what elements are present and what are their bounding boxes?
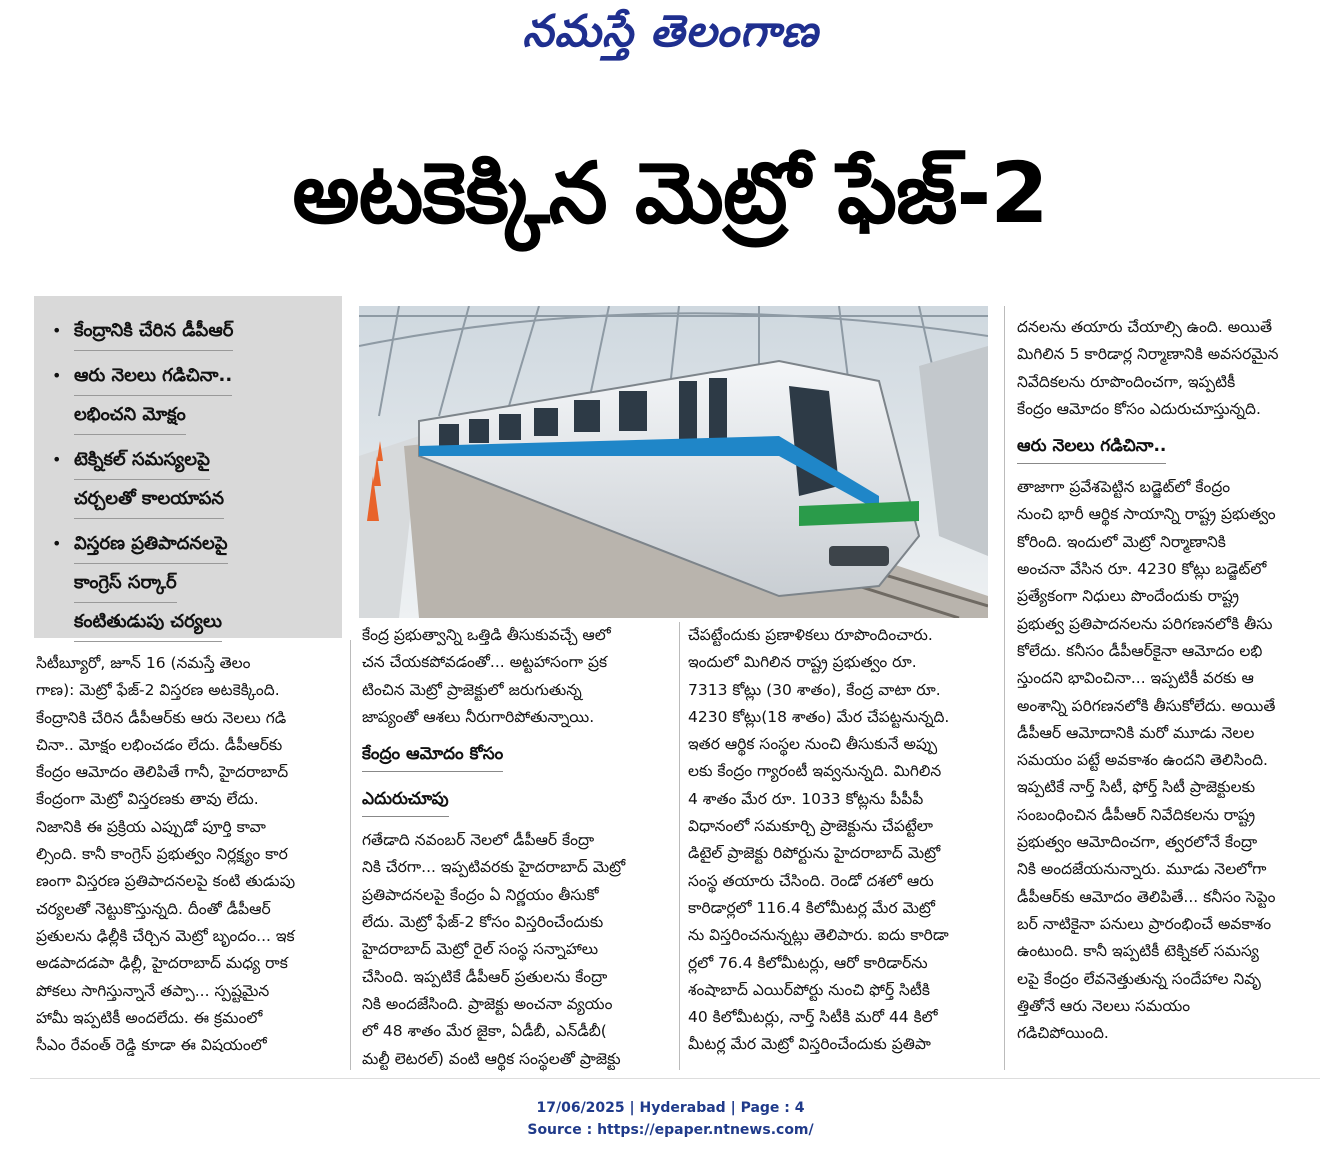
bullet-icon: •: [52, 534, 62, 553]
article-text-line: నికి చేరగా... ఇప్పటివరకు హైదరాబాద్ మెట్రో: [362, 858, 626, 877]
masthead-logo: నమస్తే తెలంగాణ: [522, 6, 819, 57]
footer: [0, 1097, 1341, 1141]
article-text-line: ప్రతిపాదనలపై కేంద్రం ఏ నిర్ణయం తీసుకో: [362, 885, 599, 904]
article-text-line: నివేదికలను రూపొందించగా, ఇప్పటికీ: [1017, 372, 1236, 391]
highlight-item: [52, 357, 328, 435]
article-text-line: ల్సింది. కానీ కాంగ్రెస్ ప్రభుత్వం నిర్లక్ష్యం కార: [36, 845, 288, 864]
article-text-line: లకు కేంద్రం గ్యారంటీ ఇవ్వనున్నది. మిగిలిన: [688, 762, 942, 781]
article-text-line: కోరింది. ఇందులో మెట్రో నిర్మాణానికి: [1017, 532, 1226, 551]
article-column-4: [1017, 314, 1317, 1047]
article-text-line: అడపాదడపా ఢిల్లీ, హైదరాబాద్ మధ్య రాక: [36, 954, 288, 973]
article-text-line: కేంద్ర ప్రభుత్వాన్ని ఒత్తిడి తీసుకువచ్చే ఆలో: [362, 626, 611, 644]
article-text-line: కేంద్రంగా మెట్రో విస్తరణకు తావు లేదు.: [36, 790, 259, 809]
article-text-line: 4230 కోట్లు(18 శాతం) మేర చేపట్టనున్నది.: [688, 707, 950, 726]
article-text-line: ణంగా విస్తరణ ప్రతిపాదనలపై కంటి తుడుపు: [36, 872, 296, 891]
article-text-line: కోలేదు. కనీసం డీపీఆర్‌కైనా ఆమోదం లభి: [1017, 641, 1263, 660]
highlight-text: విస్తరణ ప్రతిపాదనలపై: [74, 525, 228, 564]
article-text-line: దనలను తయారు చేయాల్సి ఉంది. అయితే: [1017, 318, 1273, 336]
article-text-line: సంస్థ తయారు చేసింది. రెండో దశలో ఆరు: [688, 871, 934, 890]
article-text-line: ప్రభుత్వ ప్రతిపాదనలను పరిగణనలోకి తీసు: [1017, 614, 1273, 633]
article-text-line: డీపీఆర్ ఆమోదానికి మరో మూడు నెలల: [1017, 723, 1255, 742]
highlight-text: చర్చలతో కాలయాపన: [74, 480, 224, 519]
article-text-line: ను విస్తరించనున్నట్లు తెలిపారు. ఐదు కారిడా: [688, 926, 949, 945]
article-text-line: మల్టీ లెటరల్) వంటి ఆర్థిక సంస్థలతో ప్రాజెక్టు: [362, 1049, 621, 1068]
highlight-text: కేంద్రానికి చేరిన డీపీఆర్: [74, 312, 233, 351]
column-divider: [679, 622, 680, 1070]
highlight-item: [52, 525, 328, 642]
bullet-icon: •: [52, 366, 62, 385]
article-text-line: ప్రత్యేకంగా నిధులు పొందేందుకు రాష్ట్ర: [1017, 587, 1240, 606]
article-text-line: మీటర్ల మేర మెట్రో విస్తరించేందుకు ప్రతిపా: [688, 1035, 931, 1054]
article-text-line: త్తితోనే ఆరు నెలలు సమయం: [1017, 996, 1191, 1015]
column-divider: [1004, 306, 1005, 1070]
subheading: ఎదురుచూపు: [362, 782, 449, 817]
article-text-line: శంషాబాద్ ఎయిర్‌పోర్టు నుంచి ఫోర్త్ సిటీకి: [688, 980, 930, 999]
article-column-1: [36, 650, 336, 1059]
highlight-text: కాంగ్రెస్ సర్కార్: [74, 564, 177, 603]
article-text-line: నికి అందజేసింది. ప్రాజెక్టు అంచనా వ్యయం: [362, 994, 613, 1013]
article-text-line: టించిన మెట్రో ప్రాజెక్టులో జరుగుతున్న: [362, 680, 582, 699]
article-text-line: నుంచి భారీ ఆర్థిక సాయాన్ని రాష్ట్ర ప్రభుత్వం: [1017, 505, 1276, 524]
highlight-text: కంటితుడుపు చర్యలు: [74, 603, 222, 642]
article-text-line: ఇతర ఆర్థిక సంస్థల నుంచి తీసుకునే అప్పు: [688, 735, 938, 754]
article-text-line: చేపట్టేందుకు ప్రణాళికలు రూపొందించారు.: [688, 626, 933, 644]
article-text-line: గడిచిపోయింది.: [1017, 1024, 1109, 1043]
article-text-line: సీఎం రేవంత్ రెడ్డి కూడా ఈ విషయంలో: [36, 1036, 267, 1055]
column-divider: [350, 640, 351, 1070]
article-text-line: కేంద్రానికి చేరిన డీపీఆర్‌కు ఆరు నెలలు గడి: [36, 708, 287, 727]
highlight-text: లభించని మోక్షం: [74, 396, 186, 435]
article-text-line: గతేడాది నవంబర్ నెలలో డీపీఆర్ కేంద్రా: [362, 831, 595, 850]
article-text-line: అంశాన్ని పరిగణనలోకి తీసుకోలేదు. అయితే: [1017, 696, 1276, 715]
article-text-line: 4 శాతం మేర రూ. 1033 కోట్లను పీపీపీ: [688, 789, 924, 808]
article-text-line: సంబంధించిన డీపీఆర్ నివేదికలను రాష్ట్ర: [1017, 805, 1256, 824]
article-text-line: జాప్యంతో ఆశలు నీరుగారిపోతున్నాయి.: [362, 707, 595, 726]
article-text-line: ఇప్పటికే నార్త్ సిటీ, ఫోర్త్ సిటీ ప్రాజెక్టులకు: [1017, 778, 1256, 797]
article-text-line: తాజాగా ప్రవేశపెట్టిన బడ్జెట్‌లో కేంద్రం: [1017, 478, 1231, 497]
article-text-line: ఇందులో మిగిలిన రాష్ట్ర ప్రభుత్వం రూ.: [688, 653, 917, 672]
article-text-line: హామీ ఇప్పటికీ అందలేదు. ఈ క్రమంలో: [36, 1008, 263, 1027]
bullet-icon: •: [52, 321, 62, 340]
article-text-line: 40 కిలోమీటర్లు, నార్త్ సిటీకి మరో 44 కిలో: [688, 1008, 938, 1027]
article-text-line: చర్యలతో నెట్టుకొస్తున్నది. దీంతో డీపీఆర్: [36, 899, 271, 918]
footer-rule: [30, 1078, 1320, 1079]
article-text-line: ప్రతులను ఢిల్లీకి చేర్చిన మెట్రో బృందం... ఇక: [36, 926, 295, 945]
article-text-line: కేంద్రం ఆమోదం తెలిపితే గానీ, హైదరాబాద్: [36, 763, 289, 782]
article-text-line: ప్రభుత్వం ఆమోదించగా, త్వరలోనే కేంద్రా: [1017, 833, 1258, 852]
article-text-line: లపై కేంద్రం లేవనెత్తుతున్న సందేహాల నివృ: [1017, 969, 1261, 988]
highlight-text: ఆరు నెలలు గడిచినా..: [74, 357, 232, 396]
article-text-line: చన చేయకపోవడంతో... అట్టహాసంగా ప్రక: [362, 653, 608, 672]
article-column-2: [362, 622, 670, 1073]
article-text-line: 7313 కోట్లు (30 శాతం), కేంద్ర వాటా రూ.: [688, 680, 941, 699]
highlight-text: టెక్నికల్ సమస్యలపై: [74, 441, 210, 480]
article-text-line: లేదు. మెట్రో ఫేజ్-2 కోసం విస్తరించేందుకు: [362, 913, 604, 932]
article-text-line: ర్లలో 76.4 కిలోమీటర్లు, ఆరో కారిడార్‌ను: [688, 953, 928, 972]
footer-date-page: 17/06/2025 | Hyderabad | Page : 4: [536, 1100, 805, 1116]
article-text-line: నిజానికి ఈ ప్రక్రియ ఎప్పుడో పూర్తి కావా: [36, 817, 266, 836]
article-text-line: డీపీఆర్‌కు ఆమోదం తెలిపితే... కనీసం సెప్టెం: [1017, 887, 1276, 906]
highlight-item: [52, 441, 328, 519]
footer-source: Source : https://epaper.ntnews.com/: [527, 1122, 814, 1138]
article-column-3: [688, 622, 998, 1059]
article-text-line: బర్ నాటికైనా పనులు ప్రారంభించే అవకాశం: [1017, 914, 1272, 933]
article-text-line: ఉంటుంది. కానీ ఇప్పటికీ టెక్నికల్ సమస్య: [1017, 942, 1259, 961]
highlight-item: [52, 312, 328, 351]
article-text-line: కేంద్రం ఆమోదం కోసం ఎదురుచూస్తున్నది.: [1017, 399, 1261, 418]
subheading: ఆరు నెలలు గడిచినా..: [1017, 429, 1166, 464]
article-text-line: సిటీబ్యూరో, జూన్ 16 (నమస్తే తెలం: [36, 654, 251, 672]
article-text-line: మిగిలిన 5 కారిడార్ల నిర్మాణానికి అవసరమైన: [1017, 345, 1279, 364]
metro-train-photo: [359, 306, 988, 618]
article-text-line: సమయం పట్టే అవకాశం ఉందని తెలిసింది.: [1017, 751, 1268, 770]
article-text-line: డిటైల్ ప్రాజెక్టు రిపోర్టును హైదరాబాద్ మెట్రో: [688, 844, 941, 863]
article-text-line: నికి అందజేయనున్నారు. మూడు నెలలోగా: [1017, 860, 1267, 879]
article-text-line: లో 48 శాతం మేర జైకా, ఏడీబీ, ఎన్‌డీబీ(: [362, 1022, 607, 1041]
article-text-line: కారిడార్లలో 116.4 కిలోమీటర్ల మేర మెట్రో: [688, 898, 935, 917]
subheading: కేంద్రం ఆమోదం కోసం: [362, 737, 503, 772]
article-text-line: అంచనా వేసిన రూ. 4230 కోట్లు బడ్జెట్‌లో: [1017, 560, 1267, 579]
article-text-line: విధానంలో సమకూర్చి ప్రాజెక్టును చేపట్టేలా: [688, 817, 934, 836]
article-text-line: హైదరాబాద్ మెట్రో రైల్ సంస్థ సన్నాహాలు: [362, 940, 599, 959]
article-text-line: పోకలు సాగిస్తున్నానే తప్పా... స్పష్టమైన: [36, 981, 270, 1000]
article-text-line: స్తుందని భావించినా... ఇప్పటికీ వరకు ఆ: [1017, 669, 1254, 688]
highlights-box: [34, 296, 342, 638]
article-text-line: గాణ): మెట్రో ఫేజ్-2 విస్తరణ అటకెక్కింది.: [36, 681, 280, 700]
bullet-icon: •: [52, 450, 62, 469]
headline: అటకెక్కిన మెట్రో ఫేజ్-2: [292, 144, 1048, 242]
article-text-line: చినా.. మోక్షం లభించడం లేదు. డీపీఆర్‌కు: [36, 735, 283, 754]
article-text-line: చేసింది. ఇప్పటికే డీపీఆర్ ప్రతులను కేంద్రా: [362, 967, 608, 986]
